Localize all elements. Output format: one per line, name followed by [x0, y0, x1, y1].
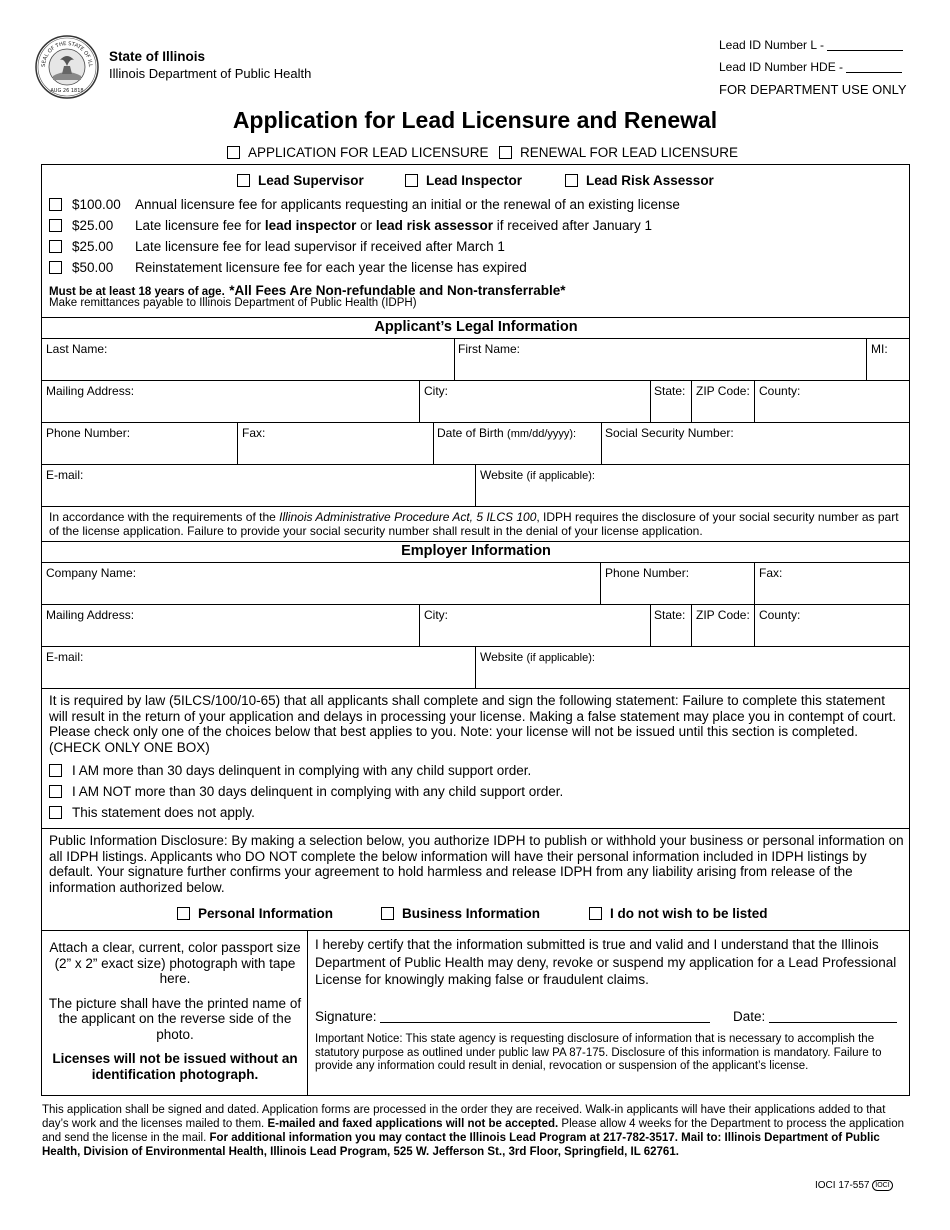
ssn-input[interactable] — [605, 442, 909, 462]
phone-input[interactable] — [46, 442, 236, 462]
child-support-option-label: I AM NOT more than 30 days delinquent in complying with any child support order. — [72, 784, 564, 799]
photo-area[interactable] — [48, 940, 302, 1082]
fee-amount: $25.00 — [72, 218, 114, 233]
state-input[interactable] — [654, 400, 694, 420]
employer-zip-label: ZIP Code: — [696, 608, 750, 622]
role-lead-supervisor-checkbox[interactable] — [237, 174, 250, 187]
important-notice: Important Notice: This state agency is requesting disclosure of information that is necessary to accomplish the statutory purpose as outlined under public law PA 87-175. Disclosure of this information is mandatory. Failure to provide any information could result in denial, revocation or suspension of the applicant’s license. — [315, 1033, 882, 1072]
fee-row[interactable] — [49, 218, 652, 233]
employer-fax-input[interactable] — [759, 582, 909, 602]
email-label: E-mail: — [46, 468, 84, 482]
dob-label: Date of Birth (mm/dd/yyyy): — [437, 426, 577, 440]
app-type-new-label: APPLICATION FOR LEAD LICENSURE — [248, 145, 489, 160]
date-field[interactable] — [733, 1008, 897, 1024]
fee-checkbox[interactable] — [49, 261, 62, 274]
app-type-new-checkbox[interactable] — [227, 146, 240, 159]
mi-input[interactable] — [871, 358, 909, 378]
employer-phone-label: Phone Number: — [605, 566, 690, 580]
employer-city-input[interactable] — [424, 624, 650, 644]
fee-description: Late licensure fee for lead supervisor if received after March 1 — [135, 239, 505, 254]
employer-email-input[interactable] — [46, 666, 474, 686]
first-name-label: First Name: — [458, 342, 521, 356]
signature-field[interactable] — [315, 1008, 710, 1024]
employer-state-label: State: — [654, 608, 686, 622]
employer-website-input[interactable] — [480, 666, 909, 686]
employer-section-heading: Employer Information — [401, 543, 551, 559]
employer-website-label: Website (if applicable): — [480, 650, 595, 664]
app-type-renewal[interactable] — [499, 145, 738, 160]
role-lead-supervisor[interactable] — [237, 173, 364, 188]
child-support-checkbox[interactable] — [49, 785, 62, 798]
website-label: Website (if applicable): — [480, 468, 595, 482]
photo-instructions: Attach a clear, current, color passport size (2” x 2” exact size) photograph with tape here. — [49, 940, 301, 986]
county-input[interactable] — [759, 400, 909, 420]
disclose-personal[interactable] — [177, 906, 333, 921]
child-support-checkbox[interactable] — [49, 764, 62, 777]
employer-mailing-label: Mailing Address: — [46, 608, 135, 622]
employer-fax-label: Fax: — [759, 566, 783, 580]
disclose-personal-label: Personal Information — [198, 906, 334, 921]
first-name-input[interactable] — [458, 358, 866, 378]
fax-input[interactable] — [242, 442, 432, 462]
fax-label: Fax: — [242, 426, 266, 440]
lead-id-hde-label: Lead ID Number HDE - — [719, 60, 844, 74]
fee-checkbox[interactable] — [49, 240, 62, 253]
employer-mailing-input[interactable] — [46, 624, 418, 644]
seal-text: SEAL OF THE STATE OF ILL — [40, 40, 94, 68]
printer-bug: IOCI — [872, 1180, 892, 1191]
fee-description: Annual licensure fee for applicants requesting an initial or the renewal of an existing license — [135, 197, 680, 212]
email-input[interactable] — [46, 484, 474, 504]
employer-email-label: E-mail: — [46, 650, 84, 664]
child-support-checkbox[interactable] — [49, 806, 62, 819]
child-support-option-label: I AM more than 30 days delinquent in complying with any child support order. — [72, 763, 532, 778]
lead-id-l-label: Lead ID Number L - — [719, 38, 824, 52]
last-name-label: Last Name: — [46, 342, 108, 356]
child-support-option[interactable] — [49, 805, 255, 820]
department-use-only: FOR DEPARTMENT USE ONLY — [719, 82, 907, 97]
role-lead-supervisor-label: Lead Supervisor — [258, 173, 364, 188]
date-label: Date: — [733, 1009, 766, 1024]
fee-description: Reinstatement licensure fee for each year the license has expired — [135, 260, 527, 275]
department-name: Illinois Department of Public Health — [109, 66, 312, 81]
disclose-business-label: Business Information — [402, 906, 541, 921]
fee-row[interactable] — [49, 260, 527, 275]
photo-name-note: The picture shall have the printed name of the applicant on the reverse side of the photo. — [48, 995, 302, 1042]
page-title: Application for Lead Licensure and Renewal — [232, 107, 718, 133]
employer-zip-input[interactable] — [696, 624, 756, 644]
child-support-statement: It is required by law (5ILCS/100/10-65) that all applicants shall complete and sign the following statement: Failure to complete this statement will result in the return of your application and delays in processing your license. Making a false statement may place you in contempt of court. Please check only one of the choices below that best applies to you. Note: your license will not be issued until this section is completed. (CHECK ONLY ONE BOX) — [49, 693, 897, 755]
form-number-text: IOCI 17-557 — [815, 1180, 870, 1191]
fee-amount: $25.00 — [72, 239, 114, 254]
zip-label: ZIP Code: — [696, 384, 750, 398]
mi-label: MI: — [871, 342, 888, 356]
company-name-label: Company Name: — [46, 566, 137, 580]
fee-amount: $100.00 — [72, 197, 121, 212]
certification-statement: I hereby certify that the information submitted is true and valid and I understand that the Illinois Department of Public Health may deny, revoke or suspend my application for a Lead Professional License for knowingly making false or fraudulent claims. — [315, 937, 897, 987]
fee-checkbox[interactable] — [49, 219, 62, 232]
app-type-new[interactable] — [227, 145, 489, 160]
nonrefundable-note: *All Fees Are Non-refundable and Non-transferrable* — [229, 283, 566, 298]
fee-checkbox[interactable] — [49, 198, 62, 211]
employer-city-label: City: — [424, 608, 448, 622]
ssn-notice: In accordance with the requirements of the Illinois Administrative Procedure Act, 5 ILCS 100, IDPH requires the disclosure of your social security number as part of the license application. Failure to provide your social security number shall result in the denial of your license application. — [49, 510, 899, 538]
fee-description: Late licensure fee for lead inspector or lead risk assessor if received after January 1 — [135, 218, 653, 233]
role-lead-inspector-label: Lead Inspector — [426, 173, 523, 188]
disclose-business-checkbox[interactable] — [381, 907, 394, 920]
age-note: Must be at least 18 years of age. — [49, 286, 225, 298]
city-input[interactable] — [424, 400, 650, 420]
ssn-label: Social Security Number: — [605, 426, 734, 440]
last-name-input[interactable] — [46, 358, 454, 378]
public-disclosure-statement: Public Information Disclosure: By making a selection below, you authorize IDPH to publish or withhold your business or personal information on all IDPH listings. Applicants who DO NOT complete the below information will have their personal information included in IDPH listings by default. Your signature further confirms your agreement to hold harmless and release IDPH from any liability arising from release of the information authorized below. — [49, 833, 904, 895]
role-lead-risk-assessor-label: Lead Risk Assessor — [586, 173, 714, 188]
company-name-input[interactable] — [46, 582, 600, 602]
disclose-personal-checkbox[interactable] — [177, 907, 190, 920]
phone-label: Phone Number: — [46, 426, 131, 440]
disclose-none[interactable] — [589, 906, 768, 921]
child-support-option-label: This statement does not apply. — [72, 805, 255, 820]
mailing-address-label: Mailing Address: — [46, 384, 135, 398]
city-label: City: — [424, 384, 448, 398]
app-type-renewal-label: RENEWAL FOR LEAD LICENSURE — [520, 145, 739, 160]
role-lead-inspector[interactable] — [405, 173, 522, 188]
state-label: State: — [654, 384, 686, 398]
fee-row[interactable] — [49, 197, 680, 212]
website-input[interactable] — [480, 484, 909, 504]
app-type-renewal-checkbox[interactable] — [499, 146, 512, 159]
fee-row[interactable] — [49, 239, 505, 254]
mailing-address-input[interactable] — [46, 400, 418, 420]
seal-date: AUG 26 1818 — [50, 88, 84, 94]
employer-county-input[interactable] — [759, 624, 909, 644]
disclose-none-label: I do not wish to be listed — [610, 906, 768, 921]
photo-required-note: Licenses will not be issued without an identification photograph. — [52, 1051, 298, 1082]
state-name: State of Illinois — [109, 49, 206, 64]
county-label: County: — [759, 384, 801, 398]
role-lead-risk-assessor[interactable] — [565, 173, 714, 188]
employer-state-input[interactable] — [654, 624, 694, 644]
footer-instructions: This application shall be signed and dated. Application forms are processed in the order they are received. Walk-in applicants will have their applications added to that day’s work and the licenses mailed to them. E-mailed and faxed applications will not be accepted. Please allow 4 weeks for the Department to process the application and send the license in the mail. For additional information you may contact the Illinois Lead Program at 217-782-3517. Mail to: Illinois Department of Public Health, Division of Environmental Health, Illinois Lead Program, 525 W. Jefferson St., 3rd Floor, Springfield, IL 62761. — [42, 1104, 905, 1158]
disclose-business[interactable] — [381, 906, 540, 921]
applicant-section-heading: Applicant’s Legal Information — [374, 319, 578, 335]
form-number — [815, 1180, 893, 1191]
role-lead-inspector-checkbox[interactable] — [405, 174, 418, 187]
child-support-option[interactable] — [49, 784, 563, 799]
lead-id-hde-field[interactable] — [719, 60, 902, 74]
role-lead-risk-assessor-checkbox[interactable] — [565, 174, 578, 187]
remittance-note: Make remittances payable to Illinois Department of Public Health (IDPH) — [49, 297, 417, 309]
state-seal — [34, 34, 100, 100]
signature-label: Signature: — [315, 1009, 377, 1024]
lead-id-l-field[interactable] — [719, 38, 903, 52]
fee-amount: $50.00 — [72, 260, 114, 275]
child-support-option[interactable] — [49, 763, 531, 778]
dob-input[interactable] — [437, 442, 601, 462]
employer-phone-input[interactable] — [605, 582, 755, 602]
disclose-none-checkbox[interactable] — [589, 907, 602, 920]
zip-input[interactable] — [696, 400, 756, 420]
employer-county-label: County: — [759, 608, 801, 622]
